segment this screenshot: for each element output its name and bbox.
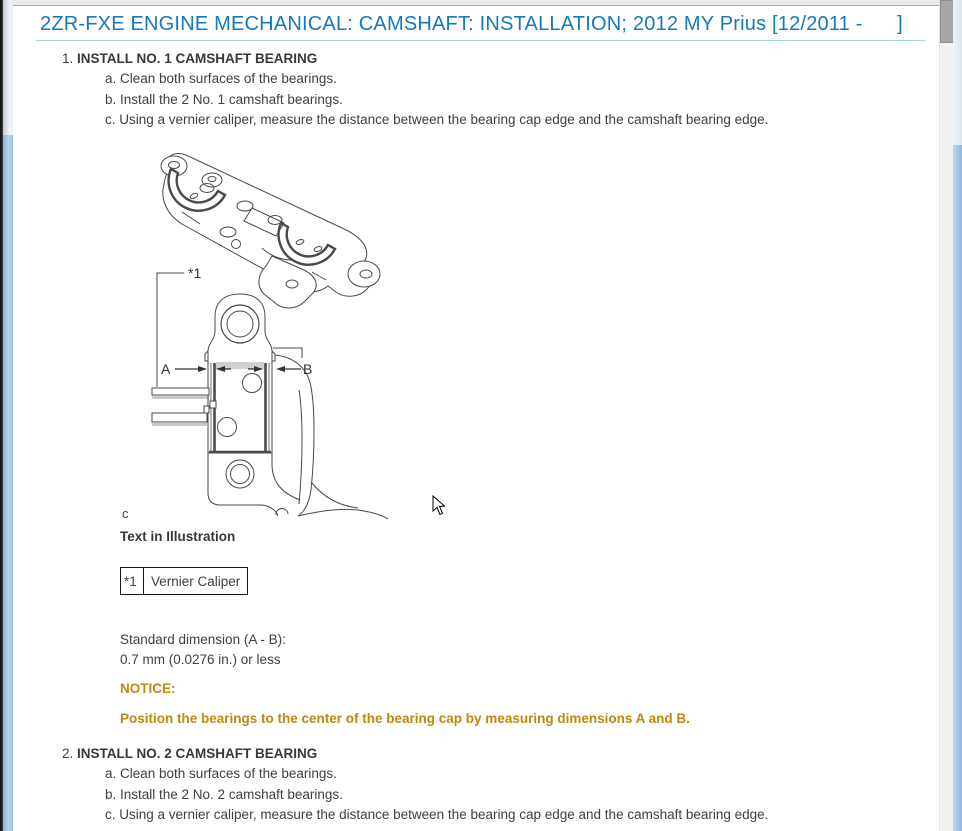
right-side-strip — [953, 145, 962, 831]
substep-line: b. Install the 2 No. 1 camshaft bearings. — [105, 91, 343, 107]
vertical-scrollbar-thumb[interactable] — [940, 0, 954, 43]
table-cell-key: *1 — [121, 568, 144, 595]
step-title: INSTALL NO. 1 CAMSHAFT BEARING — [77, 51, 318, 66]
substep-line: c. Using a vernier caliper, measure the distance between the bearing cap edge and the camshaft bearing edge. — [105, 111, 769, 127]
substep-line: b. Install the 2 No. 2 camshaft bearings. — [105, 786, 343, 802]
step-number: 1. — [62, 51, 74, 66]
table-row — [121, 568, 248, 595]
step-heading — [62, 744, 922, 764]
left-side-strip — [3, 135, 13, 831]
notice-label: NOTICE: — [120, 681, 176, 696]
table-cell-value: Vernier Caliper — [144, 568, 248, 595]
callout-1-label: *1 — [188, 265, 202, 281]
top-divider-bar — [13, 0, 939, 6]
substep-line: a. Clean both surfaces of the bearings. — [105, 71, 337, 87]
camshaft-bearing-cap-illustration — [112, 152, 442, 520]
step-heading — [62, 49, 922, 69]
dimension-b-label: B — [303, 361, 313, 377]
substep-line: a. Clean both surfaces of the bearings. — [105, 766, 337, 782]
step-2-block — [62, 744, 922, 825]
dimension-a-label: A — [161, 361, 171, 377]
left-side-strip-top — [3, 0, 13, 135]
text-in-illustration-table — [120, 567, 248, 595]
step-number: 2. — [62, 746, 74, 761]
standard-dimension-label: Standard dimension (A - B): — [120, 632, 286, 647]
mouse-cursor-icon — [432, 495, 447, 516]
standard-dimension-block — [120, 630, 286, 670]
step-title: INSTALL NO. 2 CAMSHAFT BEARING — [77, 746, 318, 761]
vernier-caliper-jaws — [152, 273, 216, 426]
vertical-scrollbar-track[interactable] — [939, 0, 953, 831]
text-in-illustration-heading: Text in Illustration — [120, 529, 236, 544]
figure-caption: c — [122, 506, 129, 521]
notice-text: Position the bearings to the center of the bearing cap by measuring dimensions A and B. — [120, 711, 690, 726]
figure-front-view — [205, 294, 388, 519]
substep-line: c. Using a vernier caliper, measure the distance between the bearing cap edge and the camshaft bearing edge. — [105, 806, 769, 822]
right-side-strip-top — [953, 0, 962, 145]
standard-dimension-value: 0.7 mm (0.0276 in.) or less — [120, 652, 281, 667]
step-1-block — [62, 49, 922, 130]
figure-isometric-view — [161, 153, 380, 308]
title-underline — [36, 40, 925, 41]
page-title: 2ZR-FXE ENGINE MECHANICAL: CAMSHAFT: INSTALLATION; 2012 MY Prius [12/2011 - ] — [40, 13, 903, 35]
